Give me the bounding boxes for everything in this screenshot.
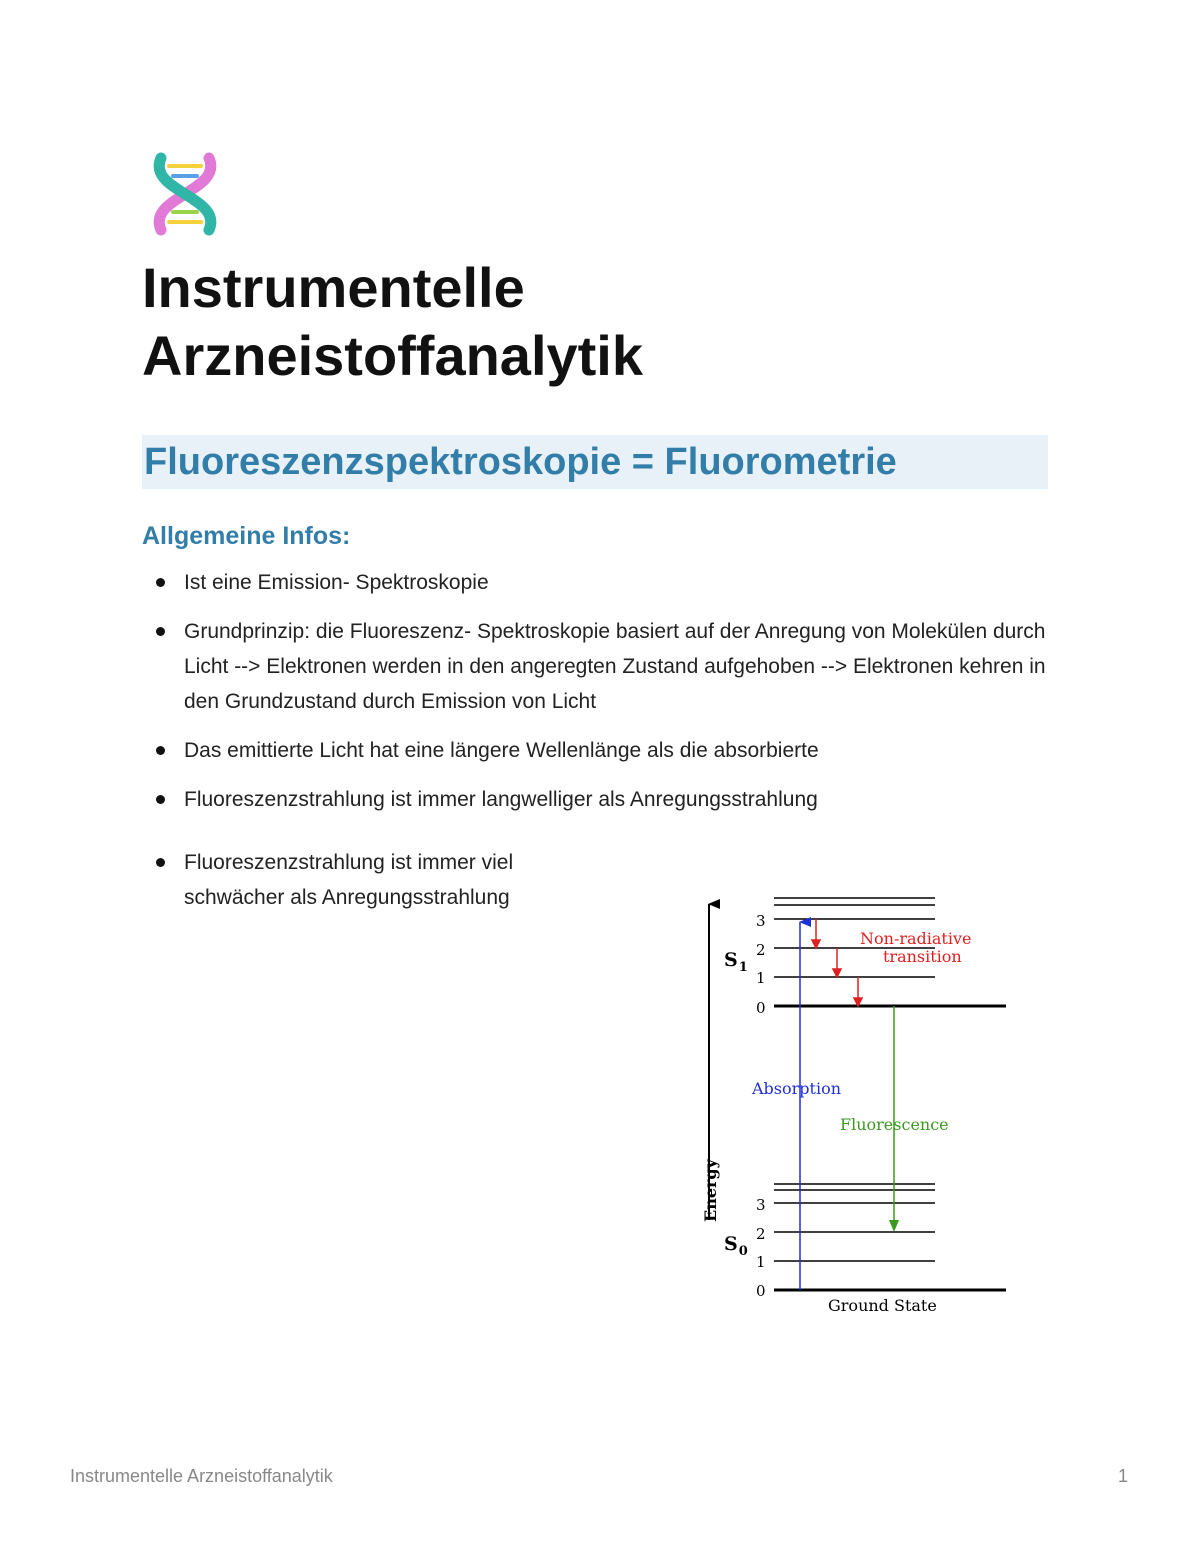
jablonski-diagram xyxy=(690,880,1020,1330)
energy-axis-label: Energy xyxy=(701,1159,720,1222)
list-item: Fluoreszenzstrahlung ist immer viel schwächer als Anregungsstrahlung xyxy=(142,845,574,915)
nonradiative-label-line1: Non-radiative xyxy=(860,929,972,948)
s0-level-2-label: 2 xyxy=(756,1225,766,1243)
document-title xyxy=(142,254,643,390)
absorption-label: Absorption xyxy=(752,1079,842,1098)
nonradiative-label-line2: transition xyxy=(883,947,962,966)
s0-level-3-label: 3 xyxy=(756,1196,766,1214)
list-item: Das emittierte Licht hat eine längere Wellenlänge als die absorbierte xyxy=(142,733,1062,768)
fluorescence-label: Fluorescence xyxy=(840,1115,949,1134)
ground-state-label: Ground State xyxy=(828,1296,937,1315)
bullet-list xyxy=(142,565,1062,929)
s1-level-3-label: 3 xyxy=(756,912,766,930)
footer-document-title: Instrumentelle Arzneistoffanalytik xyxy=(70,1466,333,1486)
section-heading: Fluoreszenzspektroskopie = Fluorometrie xyxy=(142,435,1048,489)
list-item: Fluoreszenzstrahlung ist immer langwelliger als Anregungsstrahlung xyxy=(142,782,1062,817)
list-item: Grundprinzip: die Fluoreszenz- Spektroskopie basiert auf der Anregung von Molekülen durch Licht --> Elektronen werden in den angeregten Zustand aufgehoben --> Elektronen kehren in den Grundzustand durch Emission von Licht xyxy=(142,614,1062,719)
s1-label: $S_1$ xyxy=(724,949,748,975)
s0-level-1-label: 1 xyxy=(756,1253,766,1271)
list-item: Ist eine Emission- Spektroskopie xyxy=(142,565,1062,600)
title-line-1: Instrumentelle xyxy=(142,256,525,319)
dna-icon xyxy=(143,152,227,236)
s0-label: $S_0$ xyxy=(724,1233,748,1259)
s1-level-0-label: 0 xyxy=(756,999,766,1017)
s1-level-1-label: 1 xyxy=(756,969,766,987)
fluorescence-arrowhead xyxy=(889,1220,899,1232)
page-number: 1 xyxy=(1118,1466,1129,1486)
s0-level-0-label: 0 xyxy=(756,1282,766,1300)
s1-level-2-label: 2 xyxy=(756,941,766,959)
title-line-2: Arzneistoffanalytik xyxy=(142,324,643,387)
nonradiative-arrows xyxy=(812,919,862,1006)
subsection-heading: Allgemeine Infos: xyxy=(142,522,351,550)
